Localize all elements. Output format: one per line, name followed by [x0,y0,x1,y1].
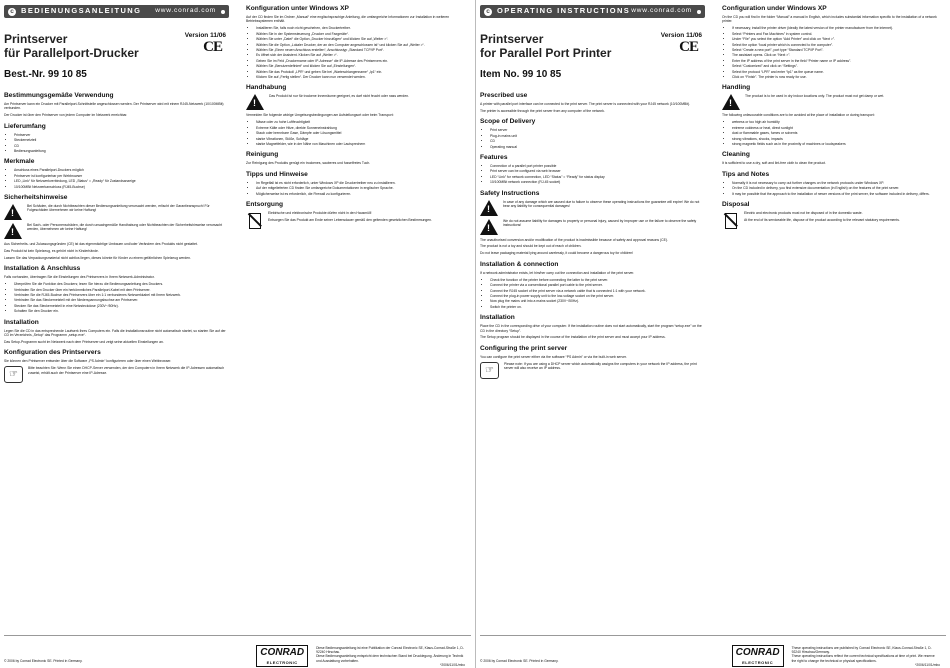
section-heading: Entsorgung [246,200,283,208]
paragraph: A printer with parallel port interface can be connected to the print server. The print server is connected with your RJ45 network (10/100MBit). [480,102,691,106]
section-windows-xp [246,5,468,79]
paragraph: Bitte beachten Sie: Wenn Sie einen DHCP-Server verwenden, der den Computern in Ihrem Netzwerk die IP-Adressen automatisch zuweist, erhält auch der Printserver eine IP-Adresse. [28,366,225,375]
conrad-logo [732,645,784,667]
list-item: • Print server [490,128,705,132]
ce-mark-icon: CE [679,39,698,55]
warning-triangle-icon: ! [480,200,498,216]
section-heading: Installation & Anschluss [4,265,81,273]
warning-block [722,94,944,110]
list-item: • Check the function of the printer before connecting the latter to the print server. [490,278,705,282]
section-heading: Lieferumfang [4,122,46,130]
paragraph: Elektrische und elektronische Produkte dürfen nicht in den Hausmüll! [268,210,372,215]
title-line-1: Printserver [4,32,68,46]
header-url: www.conrad.com [155,7,216,15]
list-item: • strong vibrations, shocks, impacts [732,137,944,141]
article-number: Item No. 99 10 85 [480,69,562,80]
paragraph: The following unfavourable conditions are to be avoided at the place of installation or during transport: [722,113,875,118]
logo-text: CONRAD [735,647,780,658]
features-list [480,164,705,185]
section-delivery [4,123,229,154]
header-url: www.conrad.com [631,7,692,15]
header-title: BEDIENUNGSANLEITUNG [21,6,142,16]
list-item: • Installieren Sie, falls noch nicht geschehen, den Druckertreiber. [256,26,468,30]
list-item: • Wählen Sie in der Systemsteuerung „Drucker und Faxgeräte“. [256,32,468,36]
list-item: • Möglicherweise ist es erforderlich, die Firewall zu konfigurieren. [256,192,468,196]
paragraph: On the CD you will find in the folder “Manual” a manual in English, which includes substantial information specific to the installation of a network printer. [722,15,937,24]
list-item: • CD [490,139,705,143]
logo-text: CONRAD [260,647,305,658]
section-cleaning [722,151,944,165]
section-configuration [4,349,229,383]
conrad-logo-icon: c [484,8,492,16]
paragraph: If a network administrator exists, let him/her carry out the connection and installation of the print server. [480,270,635,275]
section-heading: Konfiguration des Printservers [4,349,101,357]
list-item: • Print server can be configured via web browser [490,169,705,173]
crossed-bin-icon [246,211,262,229]
logo-subtext: ELECTRONIC [266,660,298,665]
paragraph: You can configure the print server either via the software “PS Admin” or via the built-in web server. [480,354,627,359]
conrad-logo-icon: c [8,8,16,16]
section-heading: Scope of Delivery [480,118,536,126]
section-features [4,158,229,189]
list-item: • Under “File” you select the option “Add Printer” and click on “Next >”. [732,37,944,41]
section-disposal [246,201,468,229]
install-list [4,282,229,313]
section-heading: Cleaning [722,151,750,159]
features-list [4,168,229,189]
section-heading: Installation [4,318,39,326]
section-features [480,154,705,185]
german-header-bar [4,5,229,18]
list-item: • The assistant opens. Click on “Next >”. [732,53,944,57]
conrad-logo [256,645,308,667]
list-item: • Verbinden Sie das Steckernetzteil mit der Niederspannungsbuchse am Printserver. [14,298,229,302]
article-number: Best.-Nr. 99 10 85 [4,69,87,80]
section-cleaning [246,151,468,165]
footer-publication: Diese Bedienungsanleitung ist eine Publikation der Conrad Electronic SE, Klaus-Conrad-Straße 1, D-92240 Hirschau. [316,646,464,655]
list-item: • 10/100MBit Netzwerkanschluss (RJ45-Buchse) [14,185,229,189]
english-footer [480,635,946,667]
footer-statement: These operating instructions reflect the current technical specifications at time of print. We reserve the right to change the technical or physical specifications. [791,654,935,663]
german-footer [4,635,471,667]
footer-code: *2006/11/01/mbo [440,662,465,667]
warning-triangle-icon: ! [4,204,22,220]
disposal-block [246,211,468,229]
list-item: • Operating manual [490,145,705,149]
list-item: • Connect the plug-in power supply unit to the low-voltage socket on the print server. [490,294,705,298]
paragraph: Das Produkt ist nur für trockene Innenräume geeignet, es darf nicht feucht oder nass werden. [269,94,410,99]
paragraph: Am Printserver kann ein Drucker mit Parallelport-Schnittstelle angeschlossen werden. Der Printserver wird mit einem RJ45-Netzwerk (10/100MBit) verbunden. [4,102,224,111]
crossed-bin-icon [722,211,738,229]
footer-code: *2006/11/01/mbo [915,662,940,667]
pointing-hand-icon: ☞ [480,362,499,379]
german-column-right [246,5,468,634]
pointing-hand-icon: ☞ [4,366,23,383]
title-line-2: for Parallel Port Printer [480,46,612,60]
handling-list [722,120,944,146]
header-title: OPERATING INSTRUCTIONS [497,6,631,16]
paragraph: The unauthorised conversion and/or modification of the product is inadmissible because of safety and approval reasons (CE). [480,237,668,242]
list-item: • CD [14,144,229,148]
section-install [4,265,229,313]
paragraph: Bei Schäden, die durch Nichtbeachten dieser Bedienungsanleitung verursacht werden, erlischt der Garantieanspruch! Für Folgeschäden übernehmen wir keine Haftung! [27,203,210,213]
section-safety [480,190,705,256]
list-item: • Connection of a parallel port printer possible [490,164,705,168]
paragraph: Das Produkt ist kein Spielzeug, es gehört nicht in Kinderhände. [4,248,99,253]
warning-triangle-icon: ! [4,223,22,239]
section-handling [246,84,468,146]
footer-info [792,646,940,667]
note-block [4,366,229,383]
paragraph: Zur Reinigung des Produkts genügt ein trockenes, sauberes und fusselfreies Tuch. [246,161,371,166]
list-item: • Es öffnet sich der Assistent. Klicken Sie auf „Weiter >“. [256,53,468,57]
footer-copyright: © 2006 by Conrad Electronic SE. Printed in Germany. [480,659,559,663]
steps-list [722,26,944,79]
section-safety [4,194,229,260]
ce-mark-icon: CE [203,39,222,55]
list-item: • Enter the IP address of the print server in the field “Printer name or IP address”. [732,59,944,63]
list-item: • Auf der mitgelieferten CD finden Sie umfangreiche Dokumentationen in englischer Sprache. [256,186,468,190]
list-item: • Select the protocol “LPR” and enter “lp1” as the queue name. [732,70,944,74]
disposal-block [722,211,944,229]
paragraph: The Setup program should be displayed in the course of the installation of the print server and must accept your IP address. [480,335,666,340]
section-tips [722,171,944,196]
warning-triangle-icon: ! [480,219,498,235]
paragraph: Auf der CD finden Sie im Ordner „Manual“ eine englischsprachige Anleitung, die umfangreiche Informationen zur Installation in weiteren Betriebssystemen enthält. [246,15,450,24]
bullet-icon [221,10,225,14]
list-item: • Wählen Sie das Protokoll „LPR“ und geben Sie bei „Warteschlangenname“ „lp1“ ein. [256,70,468,74]
list-item: • Connect the printer via a conventional parallel port cable to the print server. [490,283,705,287]
section-installation [480,314,705,340]
section-delivery [480,118,705,149]
section-heading: Sicherheitshinweise [4,193,68,201]
list-item: • If necessary, install the printer driver (ideally the latest version of the printer manufacturer from the internet). [732,26,944,30]
list-item: • Select “Customized” and click on “Settings”. [732,64,944,68]
list-item: • Wählen Sie „Benutzerdefiniert“ und klicken Sie auf „Einstellungen“. [256,64,468,68]
list-item: • Wählen Sie unter „Datei“ die Option „Drucker hinzufügen“ und klicken Sie auf „Weiter >“. [256,37,468,41]
english-column-left [480,5,705,634]
section-install [480,261,705,309]
warning-triangle-icon: ! [246,94,264,110]
warning-block [480,200,705,216]
footer-publication: These operating instructions are published by Conrad Electronic SE, Klaus-Conrad-Straße 1, D-92240 Hirschau/Germany. [791,646,932,655]
list-item: • Connect the RJ45 socket of the print server via a network cable that is connected 1:1 with your network. [490,289,705,293]
footer-copyright: © 2006 by Conrad Electronic SE. Printed in Germany. [4,659,83,663]
list-item: • Printserver [14,133,229,137]
list-item: • Überprüfen Sie die Funktion des Druckers; lesen Sie hierzu die Bedienungsanleitung des Druckers. [14,282,229,286]
english-manual-page [475,0,950,668]
paragraph: The product is not a toy and should be kept out of reach of children. [480,244,582,249]
list-item: • Anschluss eines Parallelport-Druckers möglich [14,168,229,172]
section-heading: Installation & connection [480,260,559,268]
list-item: • Bedienungsanleitung [14,149,229,153]
section-heading: Handling [722,84,751,92]
warning-block [480,219,705,235]
paragraph: The product is to be used in dry indoor locations only. The product must not get damp or wet. [745,94,885,99]
list-item: • Plug-in mains unit [490,134,705,138]
list-item: • Geben Sie im Feld „Druckername oder IP-Adresse“ die IP-Adresse des Printservers ein. [256,59,468,63]
install-list [480,278,705,309]
bullet-icon [697,10,701,14]
footer-info [316,646,465,667]
list-item: • Klicken Sie auf „Fertig stellen“. Der Drucker kann nun verwendet werden. [256,75,468,79]
delivery-list [480,128,705,149]
title-block [4,32,229,86]
section-heading: Handhabung [246,84,287,92]
footer-statement: Diese Bedienungsanleitung entspricht dem technischen Stand bei Drucklegung. Änderung in Technik und Ausstattung vorbehalten. [316,654,464,663]
paragraph: In case of any damage which are caused due to failure to observe these operating instructions the guarantee will expire! We do not bear any liability for consequential damages! [503,199,700,208]
german-column-left [4,5,229,634]
section-tips [246,171,468,196]
list-item: • Schalten Sie den Drucker ein. [14,309,229,313]
list-item: • Extreme Kälte oder Hitze, direkte Sonneneinstrahlung [256,126,468,130]
section-use [4,92,229,118]
list-item: • starke Magnetfelder, wie in der Nähe von Maschinen oder Lautsprechern [256,142,468,146]
paragraph: Vermeiden Sie folgende widrige Umgebungsbedingungen am Aufstellungsort oder beim Transport: [246,113,394,118]
handling-list [246,120,468,146]
list-item: • LED “Link” for network connection, LED “Status” = “Ready” for status display [490,175,705,179]
list-item: • Steckernetzteil [14,138,229,142]
section-heading: Merkmale [4,158,35,166]
paragraph: Do not leave packaging material lying around carelessly, it could become a dangerous toy for children! [480,251,634,256]
paragraph: Sie können den Printserver entweder über die Software „PS Admin“ konfigurieren oder über einen Webbrowser. [4,359,172,364]
warning-triangle-icon: ! [722,94,740,110]
warning-block [4,204,229,220]
list-item: • LED „Link“ für Netzwerkverbindung, LED „Status“ = „Ready“ für Zustandsanzeige [14,179,229,183]
section-heading: Bestimmungsgemäße Verwendung [4,92,114,99]
warning-block [4,223,229,239]
paragraph: We do not assume liability for damages to property or personal injury, caused by improper use or the failure to observe the safety instructions! [503,218,697,227]
paragraph: Please note: If you are using a DHCP server which automatically assigns the computers in your network the IP address, the print server will also receive an IP address. [504,361,697,371]
paragraph: Lassen Sie das Verpackungsmaterial nicht achtlos liegen, dieses könnte für Kinder zu einem gefährlichen Spielzeug werden. [4,255,191,260]
section-heading: Configuration under Windows XP [722,5,827,12]
paragraph: Aus Sicherheits- und Zulassungsgründen (CE) ist das eigenmächtige Umbauen und/oder Verändern des Produkts nicht gestattet. [4,241,198,246]
paragraph: Das Setup-Programm sucht im Netzwerk nach dem Printserver und zeigt seine aktuellen Einstellungen an. [4,339,164,344]
paragraph: Legen Sie die CD in das entsprechende Laufwerk Ihres Computers ein. Falls die Installationsroutine nicht automatisch startet, so starten Sie auf der CD im Verzeichnis „Setup“ das Programm „setup.exe“. [4,328,226,337]
section-heading: Reinigung [246,151,279,159]
version-label: Version 11/06 [184,32,226,39]
list-item: • Switch the printer on. [490,305,705,309]
list-item: • On the CD included in delivery, you find extensive documentation (in English) on the features of the print server. [732,186,944,190]
list-item: • Printserver ist konfigurierbar per Webbrowser [14,174,229,178]
note-block [480,362,705,379]
paragraph: Bei Sach- oder Personenschäden, die durch unsachgemäße Handhabung oder Nichtbeachten der Sicherheitshinweise verursacht werden, übernehmen wir keine Haftung! [27,222,223,232]
list-item: • It may be possible that the approach to the installation of newer versions of the print server, the software included in delivery, differs. [732,192,944,196]
section-heading: Disposal [722,200,750,208]
section-heading: Konfiguration unter Windows XP [246,5,349,12]
steps-list [246,26,468,79]
list-item: • Select “Printers and Fax Machines” in system control. [732,32,944,36]
title-block [480,32,705,86]
english-header-bar [480,5,705,18]
section-heading: Features [480,153,508,161]
list-item: • extreme coldness or heat, direct sunlight [732,126,944,130]
list-item: • Now plug the mains unit into a mains socket (230V~/50Hz). [490,299,705,303]
paragraph: It is sufficient to use a dry, soft and lint-free cloth to clean the product. [722,161,826,166]
section-heading: Configuring the print server [480,344,568,352]
title-line-1: Printserver [480,32,544,46]
tips-list [246,181,468,196]
list-item: • Im Regelfall ist es nicht erforderlich, unter Windows XP die Druckertreiber neu zu installieren. [256,181,468,185]
list-item: • dust or flammable gases, fumes or solvents [732,131,944,135]
list-item: • wetness or too high air humidity [732,120,944,124]
english-column-right [722,5,944,634]
section-installation [4,319,229,345]
list-item: • Wählen Sie „Einen neuen Anschluss erstellen“, Anschlusstyp „Standard TCP/IP Port“. [256,48,468,52]
section-heading: Tips and Notes [722,170,770,178]
list-item: • Staub oder brennbare Gase, Dämpfe oder Lösungsmittel [256,131,468,135]
list-item: • Stecken Sie das Steckernetzteil in eine Netzsteckdose (230V~/50Hz). [14,304,229,308]
section-heading: Tipps und Hinweise [246,170,308,178]
paragraph: Entsorgen Sie das Produkt am Ende seiner Lebensdauer gemäß den geltenden gesetzlichen Bestimmungen. [268,217,432,222]
paragraph: The printer is accessible through the print server from any computer of the network. [480,108,605,113]
list-item: • 10/100MBit network connection (RJ-45 socket) [490,180,705,184]
warning-block [246,94,468,110]
section-disposal [722,201,944,229]
delivery-list [4,133,229,154]
version-label: Version 11/06 [660,32,702,39]
section-handling [722,84,944,146]
section-use [480,92,705,113]
section-configuration [480,345,705,379]
logo-subtext: ELECTRONIC [742,660,774,665]
paragraph: Falls vorhanden, übertragen Sie die Einstellungen des Printservers in Ihrem Netzwerk-Administrator. [4,275,155,280]
list-item: • strong magnetic fields such as in the proximity of machines or loudspeakers [732,142,944,146]
tips-list [722,181,944,196]
paragraph: Der Drucker ist über den Printserver von jedem Computer im Netzwerk erreichbar. [4,113,128,118]
list-item: • Verbinden Sie die RJ45-Buchse des Printservers über ein 1:1 verbundenes Netzwerkkabel mit Ihrem Netzwerk. [14,293,229,297]
section-windows-xp [722,5,944,79]
list-item: • Select the option “local printer which is connected to the computer”. [732,43,944,47]
list-item: • starke Vibrationen, Stöße, Schläge [256,137,468,141]
paragraph: Electric and electronic products must not be disposed of in the domestic waste. [744,210,863,215]
list-item: • Select “Create a new port”, port type “Standard TCP/IP Port”. [732,48,944,52]
section-heading: Safety Instructions [480,189,540,197]
list-item: • Wählen Sie die Option „Lokaler Drucker, der an den Computer angeschlossen ist“ und klicken Sie auf „Weiter >“. [256,43,468,47]
section-heading: Prescribed use [480,92,528,99]
list-item: • Nässe oder zu hohe Luftfeuchtigkeit [256,120,468,124]
paragraph: Place the CD in the corresponding drive of your computer. If the installation routine does not start automatically, start the program “setup.exe” on the CD in the directory “Setup”. [480,324,702,333]
list-item: • Click on “Finish”. The printer is now ready for use. [732,75,944,79]
list-item: • Verbinden Sie den Drucker über ein herkömmliches Parallelport-Kabel mit dem Printserver. [14,288,229,292]
section-heading: Installation [480,314,515,322]
list-item: • Normally it is not necessary to carry out further changes on the network protocols under Windows XP. [732,181,944,185]
paragraph: At the end of its serviceable life, dispose of the product according to the relevant statutory requirements. [744,217,900,222]
title-line-2: für Parallelport-Drucker [4,46,139,60]
